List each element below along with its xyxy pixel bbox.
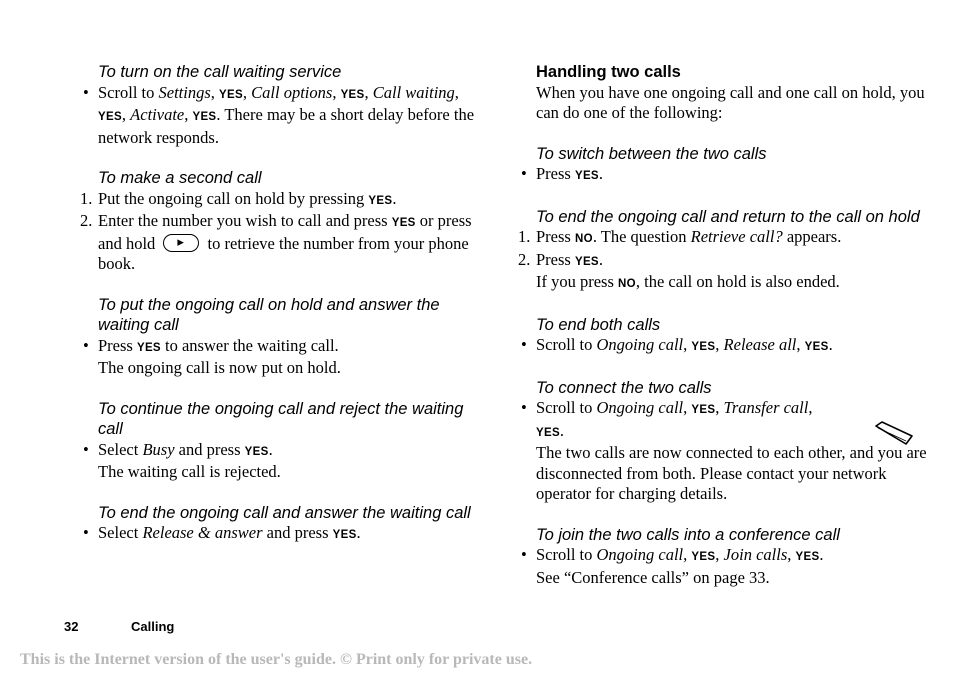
heading-end-both: To end both calls [536, 315, 661, 334]
instruction-release-and-answer: • Select Release & answer and press YES. [80, 523, 490, 546]
section-name: Calling [131, 619, 175, 634]
heading-second-call: To make a second call [98, 169, 262, 187]
disclaimer: This is the Internet version of the user's guide. © Print only for private use. [20, 651, 533, 668]
heading-call-waiting-on: To turn on the call waiting service [98, 63, 342, 81]
heading-conference-call: To join the two calls into a conference call [536, 525, 840, 544]
phone-note-icon [872, 420, 914, 448]
left-column [80, 62, 490, 546]
note-press-no: If you press NO, the call on hold is also ended. [536, 272, 840, 291]
instruction-connect-calls: • Scroll to Ongoing call, YES, Transfer call, YES. [518, 398, 856, 443]
heading-end-and-return: To end the ongoing call and return to the call on hold [536, 207, 920, 226]
intro-handling-two-calls: When you have one ongoing call and one call on hold, you can do one of the following: [536, 82, 925, 122]
heading-handling-two-calls: Handling two calls [536, 63, 681, 81]
heading-connect-calls: To connect the two calls [536, 378, 712, 397]
instruction-end-both: • Scroll to Ongoing call, YES, Release all, YES. [518, 335, 928, 358]
instruction-switch-calls: • Press YES. [518, 164, 928, 187]
instruction-hold-and-answer: • Press YES to answer the waiting call. [80, 336, 490, 359]
step-1-hold: 1. Put the ongoing call on hold by pressing YES. [80, 188, 397, 208]
heading-release-and-answer: To end the ongoing call and answer the waiting call [98, 503, 471, 522]
result-reject-waiting: The waiting call is rejected. [98, 462, 281, 481]
instruction-reject-waiting: • Select Busy and press YES. [80, 440, 490, 463]
reference-conference-calls: See “Conference calls” on page 33. [536, 567, 770, 587]
heading-reject-waiting: To continue the ongoing call and reject the waiting call [98, 399, 464, 438]
joystick-right-icon [163, 234, 199, 252]
result-hold-and-answer: The ongoing call is now put on hold. [98, 358, 341, 377]
result-connect-calls: The two calls are now connected to each other, and you are disconnected from both. Please contact your network operator for charging details. [536, 443, 927, 503]
step-1-press-no: 1. Press NO. The question Retrieve call? appears. [518, 227, 842, 246]
step-2-enter-number: 2. Enter the number you wish to call and press YES or press and hold ▸ to retrieve the number from your phone book. [80, 211, 490, 275]
instruction-conference-call: • Scroll to Ongoing call, YES, Join calls, YES. [518, 545, 928, 568]
instruction-call-waiting-on: • Scroll to Settings, YES, Call options, YES, Call waiting, YES, Activate, YES. There may be a short delay before the network responds. [80, 83, 490, 149]
heading-hold-and-answer: To put the ongoing call on hold and answer the waiting call [98, 295, 440, 334]
step-2-press-yes: 2. Press YES. [518, 249, 604, 269]
right-column [518, 62, 928, 588]
page-number: 32 [64, 619, 79, 634]
heading-switch-calls: To switch between the two calls [536, 144, 767, 163]
